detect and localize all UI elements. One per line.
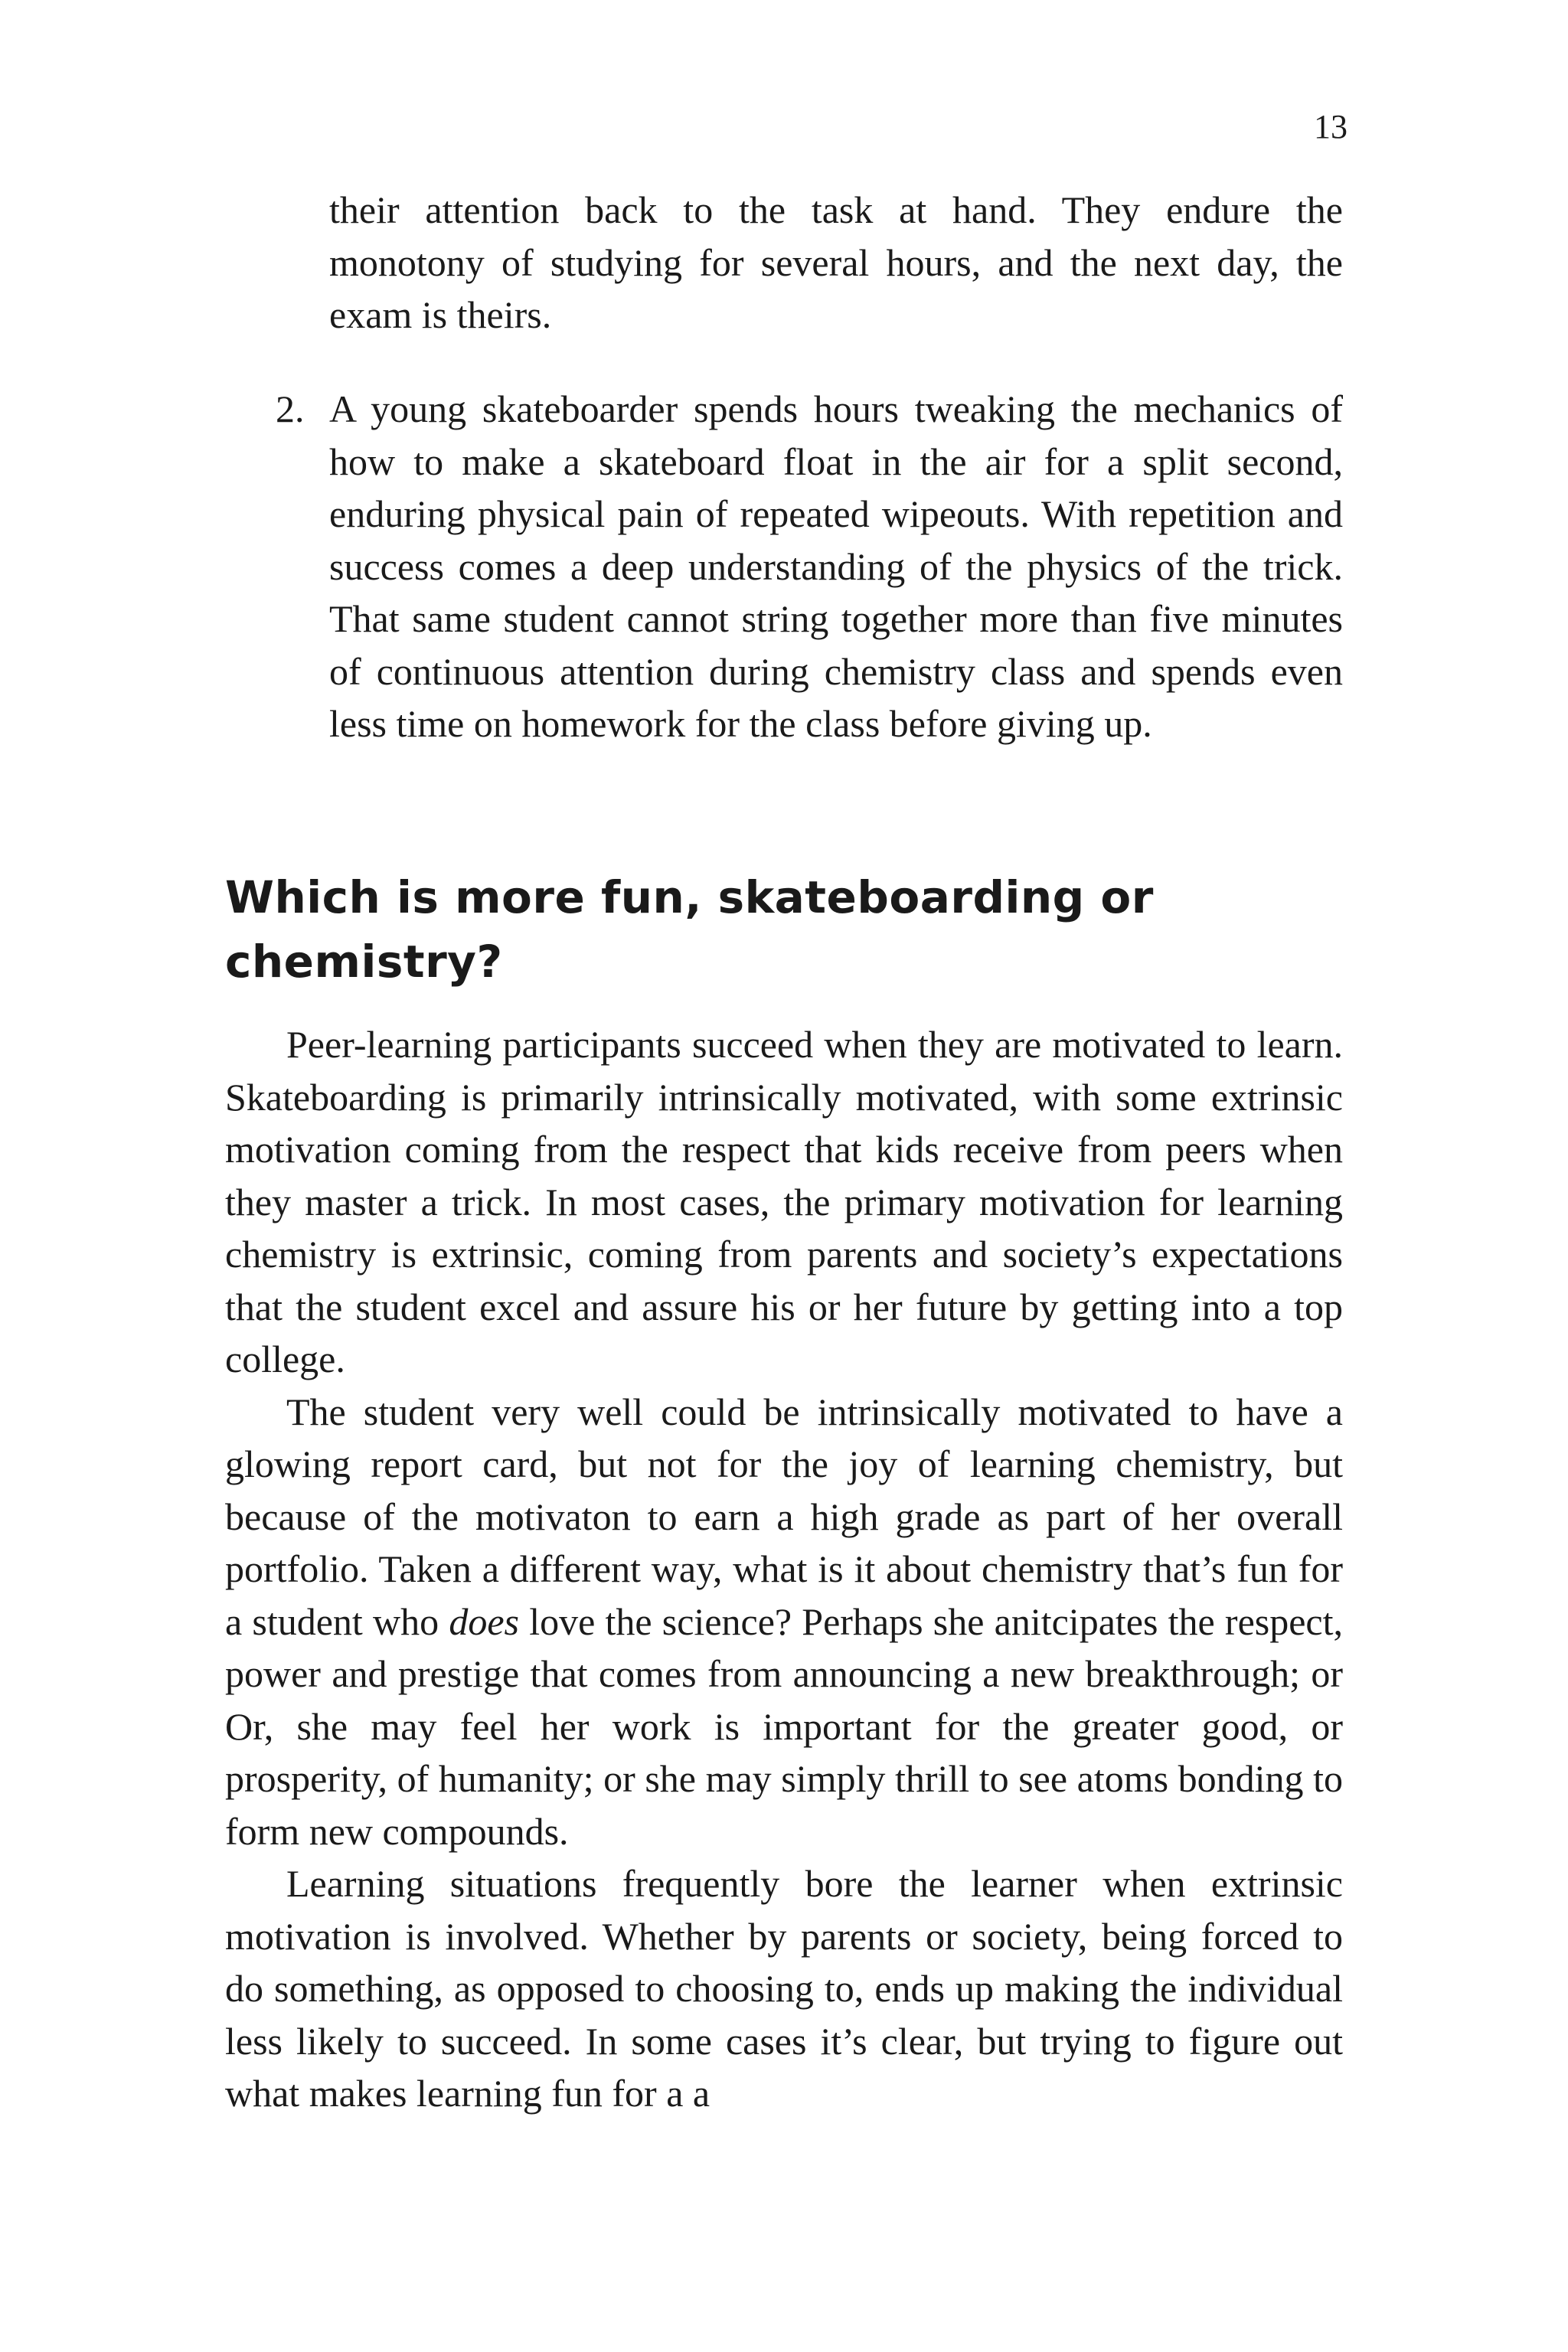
body-text <box>225 1018 1343 2120</box>
emphasis-does: does <box>449 1599 519 1643</box>
paragraph-chemistry-fun <box>225 1386 1343 1858</box>
list-item-number: 2. <box>276 387 305 430</box>
section-heading: Which is more fun, skateboarding or chemistry? <box>225 871 1154 988</box>
list-item-text: A young skateboarder spends hours tweaking the mechanics of how to make a skateboard float in the air for a split second, enduring physical pain of repeated wipeouts. With repetition and success comes a deep understanding of the physics of the trick. That same student cannot string together more than five minutes of continuous attention during chemistry class and spends even less time on homework for the class before giving up. <box>329 387 1343 745</box>
paragraph-motivation: Peer-learning participants succeed when they are motivated to learn. Skateboarding is primarily intrinsically motivated, with some extrinsic motivation coming from the respect that kids receive from peers when they master a trick. In most cases, the primary motivation for learning chemistry is extrinsic, coming from parents and society’s expectations that the student excel and assure his or her future by getting into a top college. <box>225 1023 1343 1380</box>
paragraph-chemistry-fun-end: love the science? Perhaps she anitcipates the respect, power and prestige that comes from announcing a new breakthrough; or Or, she may feel her work is important for the greater good, or prosperity, of humanity; or she may simply thrill to see atoms bonding to form new compounds. <box>225 1599 1343 1853</box>
paragraph-extrinsic: Learning situations frequently bore the learner when extrinsic motivation is involved. Whether by parents or society, being forced to do something, as opposed to choosing to, ends up making the individual less likely to succeed. In some cases it’s clear, but trying to figure out what makes learning fun for a a <box>225 1862 1343 2115</box>
page-number: 13 <box>1314 108 1348 145</box>
paragraph-chemistry-fun-start: The student very well could be intrinsically motivated to have a glowing report card, but not for the joy of learning chemistry, but because of the motivaton to earn a high grade as part of her overall portfolio. Taken a different way, what is it about chemistry that’s fun for a student who <box>225 1390 1343 1643</box>
continuation-paragraph: their attention back to the task at hand. They endure the monotony of studying for several hours, and the next day, the exam is theirs. <box>329 188 1343 336</box>
